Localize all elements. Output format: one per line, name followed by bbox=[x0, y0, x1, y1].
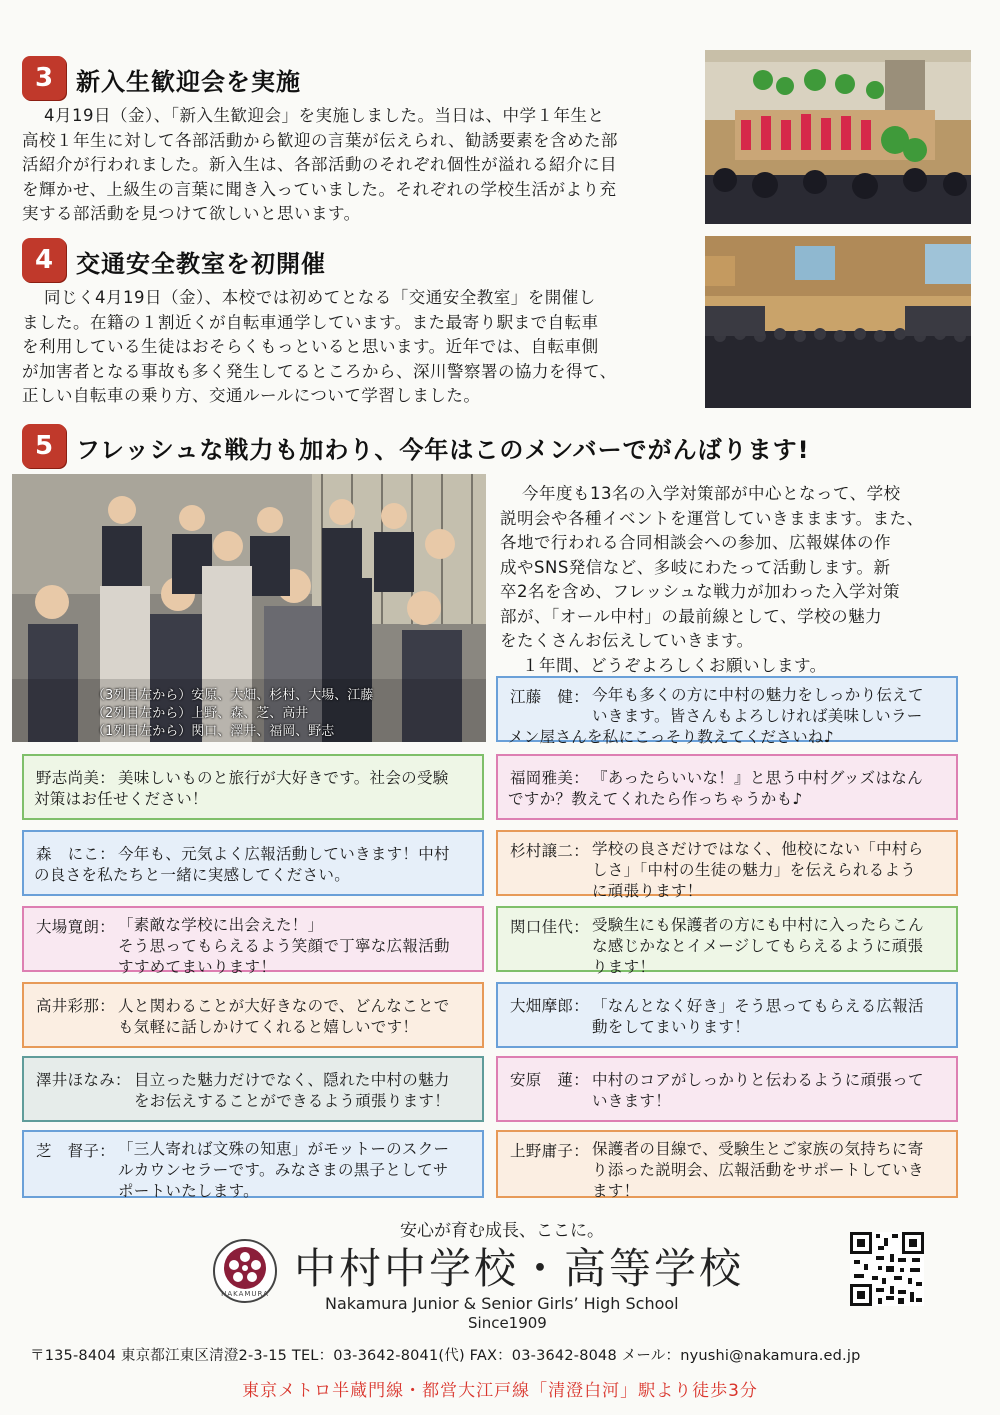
text-line: を利用している生徒はおそらくもっといると思います。近年では、自転車側 bbox=[22, 337, 599, 356]
message-line: 『あったらいいな！』と思う中村グッズはなん bbox=[592, 769, 923, 787]
message-box-mori bbox=[22, 830, 484, 896]
member-name: 大畑摩郎： bbox=[510, 997, 590, 1015]
message-box-ohata bbox=[496, 982, 958, 1048]
member-name: 高井彩那： bbox=[36, 997, 116, 1015]
message-line: 「素敵な学校に出会えた！」 bbox=[118, 916, 324, 934]
message-line: な感じかなとイメージしてもらえるように頑張 bbox=[592, 937, 924, 955]
text-line: 各地で行われる合同相談会への参加、広報媒体の作 bbox=[500, 533, 891, 552]
message-line: に頑張ります！ bbox=[592, 882, 703, 900]
member-name: 大場寛朗： bbox=[36, 918, 116, 936]
member-name: 杉村譲二： bbox=[510, 842, 590, 860]
caption-line: （3列目左から）安原、大畑、杉村、大場、江藤 bbox=[92, 688, 374, 703]
message-line: の良さを私たちと一緒に実感してください。 bbox=[34, 866, 351, 884]
message-line: いきます！ bbox=[592, 1092, 672, 1110]
message-line: ポートいたします。 bbox=[118, 1182, 259, 1200]
message-line: 「なんとなく好き」そう思ってもらえる広報活 bbox=[592, 997, 924, 1015]
message-line: すすめてまいります！ bbox=[118, 958, 277, 976]
message-line: 目立った魅力だけでなく、隠れた中村の魅力 bbox=[134, 1071, 450, 1089]
tagline: 安心が育む成長、ここに。 bbox=[400, 1221, 604, 1241]
photo-caption bbox=[92, 687, 373, 741]
message-line: メン屋さんを私にこっそり教えてくださいね♪ bbox=[508, 728, 834, 746]
section-5-title: フレッシュな戦力も加わり、今年はこのメンバーでがんばります! bbox=[76, 436, 810, 464]
message-box-sekiguchi bbox=[496, 906, 958, 976]
message-box-sugimura bbox=[496, 830, 958, 900]
message-box-ueno bbox=[496, 1130, 958, 1198]
text-line: 正しい自転車の乗り方、交通ルールについて学習しました。 bbox=[22, 386, 481, 405]
message-line: り添った説明会、広報活動をサポートしていき bbox=[592, 1161, 924, 1179]
message-line: いきます。皆さんもよろしければ美味しいラー bbox=[592, 707, 923, 725]
message-line: も気軽に話しかけてくれると嬉しいです！ bbox=[118, 1018, 419, 1036]
access-line: 東京メトロ半蔵門線・都営大江戸線「清澄白河」駅より徒歩3分 bbox=[242, 1381, 758, 1401]
traffic-safety-photo bbox=[705, 236, 971, 408]
text-line: 説明会や各種イベントを運営していきままます。また、 bbox=[500, 508, 924, 528]
message-line: 学校の良さだけではなく、他校にない「中村ら bbox=[592, 840, 924, 858]
member-name: 野志尚美： bbox=[36, 769, 116, 787]
message-line: 「三人寄れば文殊の知恵」がモットーのスクー bbox=[118, 1140, 450, 1158]
message-line: そう思ってもらえるよう笑顔で丁寧な広報活動 bbox=[118, 937, 450, 955]
text-line: 活紹介が行われました。新入生は、各部活動のそれぞれ個性が溢れる紹介に目 bbox=[22, 155, 617, 174]
member-name: 森 にこ： bbox=[36, 845, 116, 863]
message-line: ります！ bbox=[592, 958, 656, 976]
message-box-yasuhara bbox=[496, 1056, 958, 1122]
section-4-number: 4 bbox=[22, 238, 66, 282]
message-box-shiba bbox=[22, 1130, 484, 1198]
section-5-body bbox=[500, 482, 970, 678]
section-3-number: 3 bbox=[22, 56, 66, 100]
section-5-number: 5 bbox=[22, 424, 66, 468]
message-line: ルカウンセラーです。みなさまの黒子としてサ bbox=[118, 1161, 449, 1179]
since-year: Since1909 bbox=[468, 1314, 547, 1332]
school-logo bbox=[212, 1238, 278, 1304]
message-line: ます！ bbox=[592, 1182, 640, 1200]
school-name-en: Nakamura Junior & Senior Girls’ High School bbox=[325, 1294, 679, 1313]
message-box-eto bbox=[496, 676, 958, 746]
text-line: を輝かせ、上級生の言葉に聞き入っていました。それぞれの学校生活がより充 bbox=[22, 179, 617, 199]
caption-line: （2列目左から）上野、森、芝、高井 bbox=[92, 706, 309, 721]
text-line: 高校１年生に対して各部活動から歓迎の言葉が伝えられ、勧誘要素を含めた部 bbox=[22, 130, 618, 150]
message-line: 今年も多くの方に中村の魅力をしっかり伝えて bbox=[592, 686, 924, 704]
message-box-oba bbox=[22, 906, 484, 976]
text-line: 成やSNS発信など、多岐にわたって活動します。新 bbox=[500, 557, 891, 577]
logo-text: NAKAMURA bbox=[221, 1290, 269, 1298]
school-name: 中村中学校・高等学校 bbox=[294, 1244, 745, 1293]
team-photo bbox=[12, 474, 486, 742]
message-box-sawai bbox=[22, 1056, 484, 1122]
text-line: １年間、どうぞよろしくお願いします。 bbox=[522, 655, 827, 675]
message-box-takai bbox=[22, 982, 484, 1048]
address-line: 〒135-8404 東京都江東区清澄2-3-15 TEL：03-3642-8041(代) FAX：03-3642-8048 メール：nyushi@nakamura.ed.jp bbox=[30, 1348, 861, 1364]
section-4-title: 交通安全教室を初開催 bbox=[76, 250, 326, 278]
text-line: ました。在籍の１割近くが自転車通学しています。また最寄り駅まで自転車 bbox=[22, 312, 599, 332]
text-line: 4月19日（金）、「新入生歓迎会」を実施しました。当日は、中学１年生と bbox=[44, 106, 605, 125]
message-line: 人と関わることが大好きなので、どんなことで bbox=[118, 997, 450, 1015]
message-line: 受験生にも保護者の方にも中村に入ったらこん bbox=[592, 916, 924, 934]
caption-line: （1列目左から）関口、澤井、福岡、野志 bbox=[92, 724, 335, 739]
message-box-noshi bbox=[22, 754, 484, 820]
section-3-title: 新入生歓迎会を実施 bbox=[76, 68, 301, 96]
text-line: 部が、「オール中村」の最前線として、学校の魅力 bbox=[500, 606, 883, 626]
section-3-body bbox=[22, 104, 702, 227]
message-line: 対策はお任せください！ bbox=[34, 790, 208, 808]
qr-code[interactable] bbox=[850, 1232, 924, 1306]
member-name: 関口佳代： bbox=[510, 918, 590, 936]
message-box-fukuoka bbox=[496, 754, 958, 820]
welcome-event-photo bbox=[705, 50, 971, 224]
member-name: 芝 督子： bbox=[36, 1142, 116, 1160]
message-line: 今年も、元気よく広報活動していきます！中村 bbox=[118, 845, 450, 863]
message-line: しさ」「中村の生徒の魅力」を伝えられるよう bbox=[592, 861, 917, 879]
message-line: 動をしてまいります！ bbox=[592, 1018, 751, 1036]
message-line: 保護者の目線で、受験生とご家族の気持ちに寄 bbox=[592, 1140, 924, 1158]
message-line: ですか？教えてくれたら作っちゃうかも♪ bbox=[508, 790, 803, 808]
message-line: をお伝えすることができるよう頑張ります！ bbox=[134, 1092, 451, 1110]
text-line: 実する部活動を見つけて欲しいと思います。 bbox=[22, 204, 361, 223]
text-line: が加害者となる事故も多く発生してるところから、深川警察署の協力を得て、 bbox=[22, 361, 617, 381]
member-name: 福岡雅美： bbox=[510, 769, 590, 787]
text-line: 卒2名を含め、フレッシュな戦力が加わった入学対策 bbox=[500, 582, 901, 601]
member-name: 澤井ほなみ： bbox=[36, 1071, 131, 1089]
section-4-body bbox=[22, 286, 702, 409]
text-line: 今年度も13名の入学対策部が中心となって、学校 bbox=[522, 484, 901, 503]
message-line: 中村のコアがしっかりと伝わるように頑張って bbox=[592, 1071, 924, 1089]
member-name: 上野庸子： bbox=[510, 1142, 590, 1160]
text-line: をたくさんお伝えしていきます。 bbox=[500, 631, 754, 650]
message-line: 美味しいものと旅行が大好きです。社会の受験 bbox=[118, 769, 449, 787]
member-name: 江藤 健： bbox=[510, 688, 590, 706]
member-name: 安原 蓮： bbox=[510, 1071, 590, 1089]
text-line: 同じく4月19日（金）、本校では初めてとなる「交通安全教室」を開催し bbox=[44, 288, 596, 307]
